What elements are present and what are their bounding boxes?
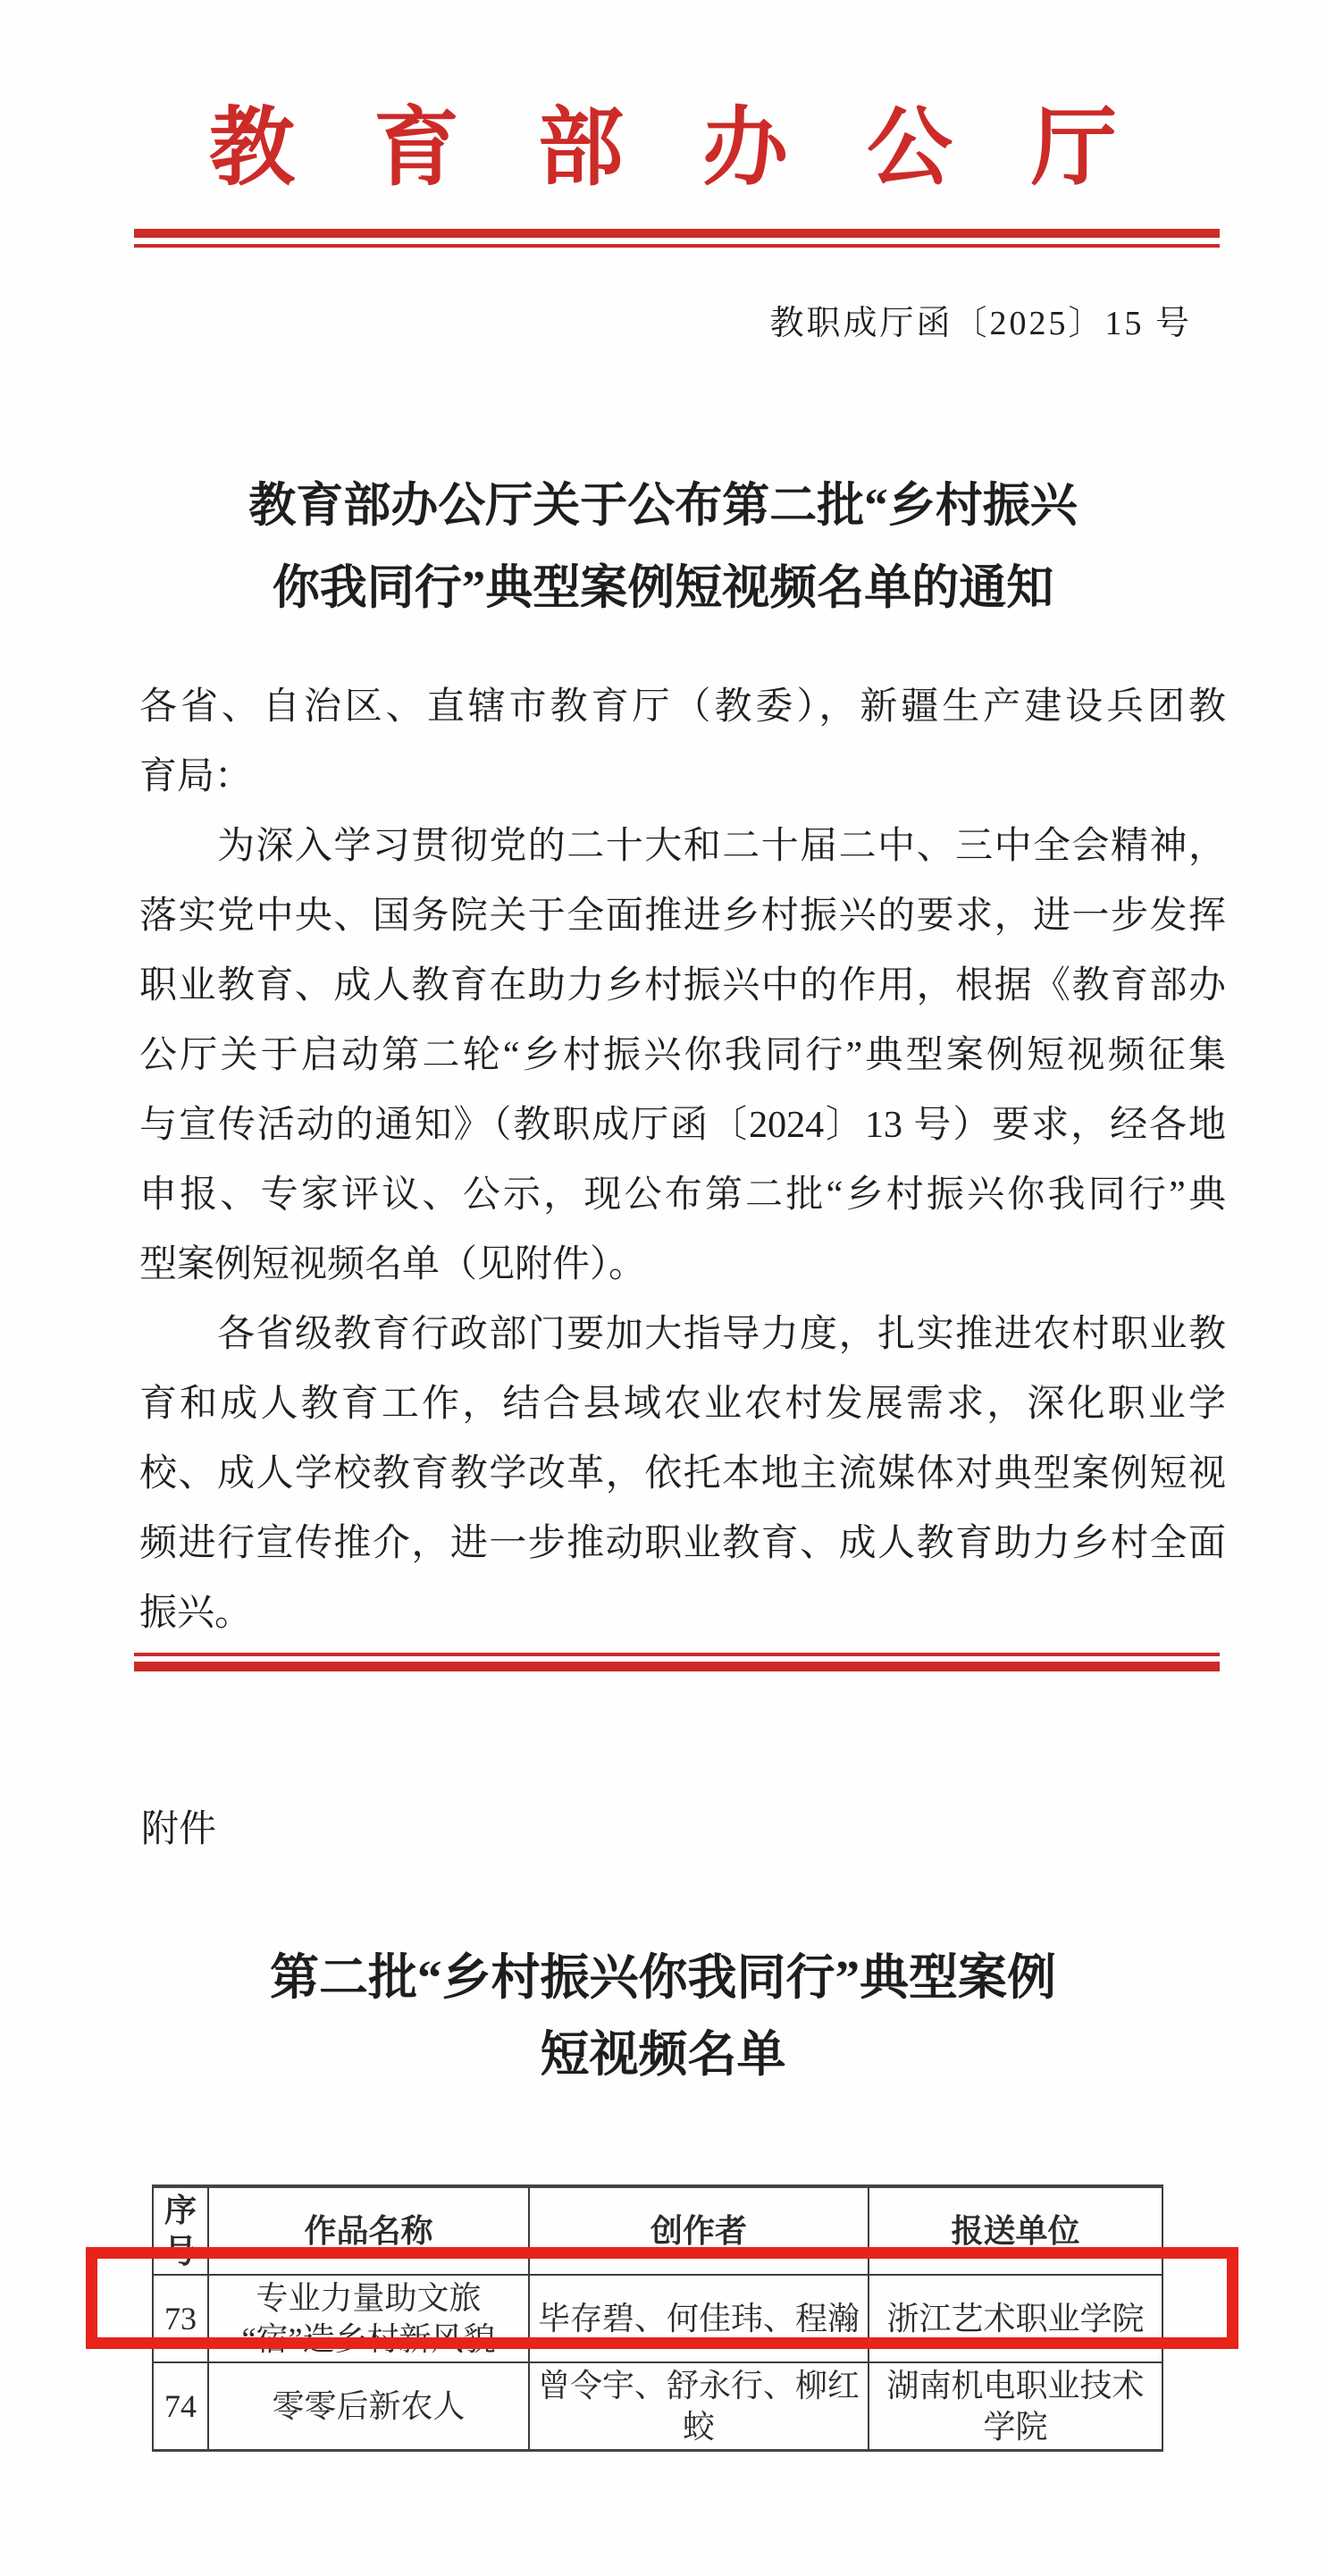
cell-work-title: 专业力量助文旅 “宿”造乡村新风貌 [208, 2275, 529, 2362]
cell-serial-number: 73 [153, 2275, 208, 2362]
notice-title [0, 465, 1326, 629]
cell-submitting-unit: 浙江艺术职业学院 [869, 2275, 1162, 2362]
body-line: 各省级教育行政部门要加大指导力度，扎实推进农村职业教 [139, 1314, 1226, 1355]
notice-title-line-1: 教育部办公厅关于公布第二批“乡村振兴 [248, 480, 1078, 532]
body-paragraph-1 [139, 672, 1226, 812]
cell-serial-number: 74 [153, 2362, 208, 2451]
body-line: 落实党中央、国务院关于全面推进乡村振兴的要求，进一步发挥 [139, 896, 1226, 937]
body-line: 申报、专家评议、公示，现公布第二批“乡村振兴你我同行”典 [139, 1174, 1226, 1216]
attachment-title [0, 1940, 1326, 2093]
cell-creators: 毕存碧、何佳玮、程瀚 [529, 2275, 869, 2362]
table-row [153, 2362, 1162, 2451]
notice-body [139, 672, 1226, 1648]
body-line: 与宣传活动的通知》（教职成厅函〔2024〕13 号）要求，经各地 [139, 1105, 1226, 1146]
letterhead-title: 教育部办公厅 [209, 100, 1196, 196]
column-header-2: 作品名称 [208, 2186, 529, 2275]
cell-creators: 曾令宇、舒永行、柳红蛟 [529, 2362, 869, 2451]
document-number: 教职成厅函〔2025〕15 号 [769, 305, 1192, 342]
cell-work-title: 零零后新农人 [208, 2362, 529, 2451]
letterhead-rule-thin [134, 244, 1220, 248]
column-header-1: 序号 [153, 2186, 208, 2275]
body-paragraph-2 [139, 812, 1226, 1300]
footer-rule-thin [134, 1653, 1220, 1656]
body-line: 振兴。 [139, 1593, 253, 1634]
notice-title-line-2: 你我同行”典型案例短视频名单的通知 [272, 562, 1054, 614]
column-header-4: 报送单位 [869, 2186, 1162, 2275]
body-line: 公厅关于启动第二轮“乡村振兴你我同行”典型案例短视频征集 [139, 1035, 1226, 1076]
column-header-3: 创作者 [529, 2186, 869, 2275]
body-line: 校、成人学校教育教学改革，依托本地主流媒体对典型案例短视 [139, 1453, 1226, 1494]
body-line: 育和成人教育工作，结合县域农业农村发展需求，深化职业学 [139, 1384, 1226, 1425]
body-line: 频进行宣传推介，进一步推动职业教育、成人教育助力乡村全面 [139, 1523, 1226, 1564]
footer-rule-thick [134, 1662, 1220, 1671]
letterhead-rule-thick [134, 229, 1220, 238]
attachment-label: 附件 [141, 1809, 217, 1850]
body-line: 型案例短视频名单（见附件）。 [139, 1244, 647, 1285]
attachment-title-line-2: 短视频名单 [540, 2027, 786, 2082]
highlight-annotation-box [86, 2247, 1238, 2349]
attachment-title-line-1: 第二批“乡村振兴你我同行”典型案例 [269, 1950, 1056, 2005]
body-line: 为深入学习贯彻党的二十大和二十届二中、三中全会精神， [139, 826, 1226, 867]
body-line: 职业教育、成人教育在助力乡村振兴中的作用，根据《教育部办 [139, 965, 1226, 1006]
body-line: 各省、自治区、直辖市教育厅（教委），新疆生产建设兵团教 [139, 686, 1226, 728]
cell-submitting-unit: 湖南机电职业技术 学院 [869, 2362, 1162, 2451]
body-line: 育局： [139, 756, 253, 797]
body-paragraph-3 [139, 1300, 1226, 1648]
